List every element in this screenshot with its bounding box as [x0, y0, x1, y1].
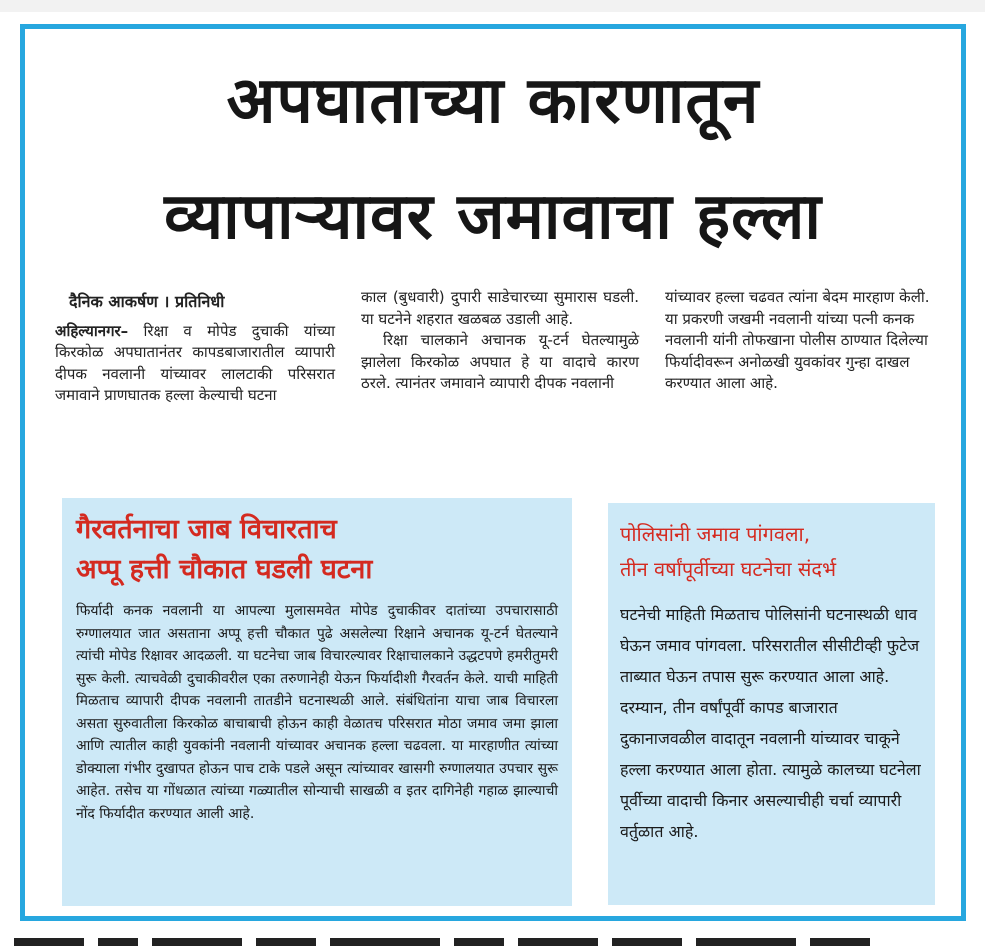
box-1-body: फिर्यादी कनक नवलानी या आपल्या मुलासमवेत मोपेड दुचाकीवर दातांच्या उपचारासाठी रुग्णालयात जात असताना अप्पू हत्ती चौकात पुढे असलेल्या रिक्षाने अचानक यू-टर्न घेतल्याने त्यांची मोपेड रिक्षावर आदळली. या घटनेचा जाब विचारल्यावर रिक्षाचालकाने उद्धटपणे हमरीतुमरी सुरू केली. त्याचवेळी दुचाकीवरील एका तरुणानेही येऊन फिर्यादीशी गैरवर्तन केले. याची माहिती मिळताच व्यापारी दीपक नवलानी तातडीने घटनास्थळी आले. संबंधितांना याचा जाब विचारला असता सुरुवातीला किरकोळ बाचाबाची होऊन काही वेळातच परिसरात मोठा जमाव जमा झाला आणि त्यातील काही युवकांनी नवलानी यांच्यावर अचानक हल्ला चढवला. या मारहाणीत त्यांच्या डोक्याला गंभीर दुखापत होऊन पाच टाके पडले असून त्यांच्यावर खासगी रुग्णालयात उपचार सुरू आहेत. तसेच या गोंधळात त्यांच्या गळ्यातील सोन्याची साखळी व इतर दागिनेही गहाळ झाल्याची नोंद फिर्यादीत करण्यात आली आहे.: [76, 603, 558, 822]
box-2-title-line-1: पोलिसांनी जमाव पांगवला,: [620, 522, 811, 546]
article-column-3: [665, 287, 935, 395]
column-2-paragraph-1: काल (बुधवारी) दुपारी साडेचारच्या सुमारास घडली. या घटनेने शहरात खळबळ उडाली आहे.: [361, 288, 639, 328]
box-2-title-line-2: तीन वर्षांपूर्वीच्या घटनेचा संदर्भ: [620, 557, 837, 581]
sidebar-box-incident: [62, 498, 572, 906]
box-1-title: [62, 498, 572, 596]
box-2-title: [608, 503, 935, 593]
column-1-paragraph: [55, 321, 335, 407]
column-1-text: रिक्षा व मोपेड दुचाकी यांच्या किरकोळ अपघातानंतर कापडबाजारातील व्यापारी दीपक नवलानी यांच्यावर लालटाकी परिसरात जमावाने प्राणघातक हल्ला केल्याची घटना: [55, 321, 335, 404]
headline-line-2: व्यापाऱ्यावर जमावाचा हल्ला: [164, 180, 822, 254]
article-frame: [20, 24, 966, 921]
headline-line-1: अपघाताच्या कारणातून: [226, 64, 760, 138]
next-article-cutoff: [0, 930, 985, 946]
sidebar-box-police: [608, 503, 935, 905]
dateline-place: अहिल्यानगर–: [55, 321, 129, 340]
article-column-2: [361, 287, 639, 395]
box-1-title-line-1: गैरवर्तनाचा जाब विचारताच: [76, 514, 337, 545]
article-column-1: [55, 291, 335, 407]
column-2-paragraph-2: रिक्षा चालकाने अचानक यू-टर्न घेतल्यामुळे झालेला किरकोळ अपघात हे या वादाचे कारण ठरले. त्यानंतर जमावाने व्यापारी दीपक नवलानी: [361, 331, 639, 392]
box-1-title-line-2: अप्पू हत्ती चौकात घडली घटना: [76, 554, 373, 585]
top-strip: [0, 0, 985, 12]
column-3-paragraph: यांच्यावर हल्ला चढवत त्यांना बेदम मारहाण केली. या प्रकरणी जखमी नवलानी यांच्या पत्नी कनक नवलानी यांनी तोफखाना पोलीस ठाण्यात दिलेल्या फिर्यादीवरून अनोळखी युवकांवर गुन्हा दाखल करण्यात आला आहे.: [665, 288, 930, 392]
box-2-body: घटनेची माहिती मिळताच पोलिसांनी घटनास्थळी धाव घेऊन जमाव पांगवला. परिसरातील सीसीटीव्ही फुटेज ताब्यात घेऊन तपास सुरू करण्यात आला आहे. दरम्यान, तीन वर्षांपूर्वी कापड बाजारात दुकानाजवळील वादातून नवलानी यांच्यावर चाकूने हल्ला करण्यात आला होता. त्यामुळे कालच्या घटनेला पूर्वीच्या वादाची किनार असल्याचीही चर्चा व्यापारी वर्तुळात आहे.: [620, 605, 921, 841]
byline: दैनिक आकर्षण । प्रतिनिधी: [69, 292, 225, 311]
